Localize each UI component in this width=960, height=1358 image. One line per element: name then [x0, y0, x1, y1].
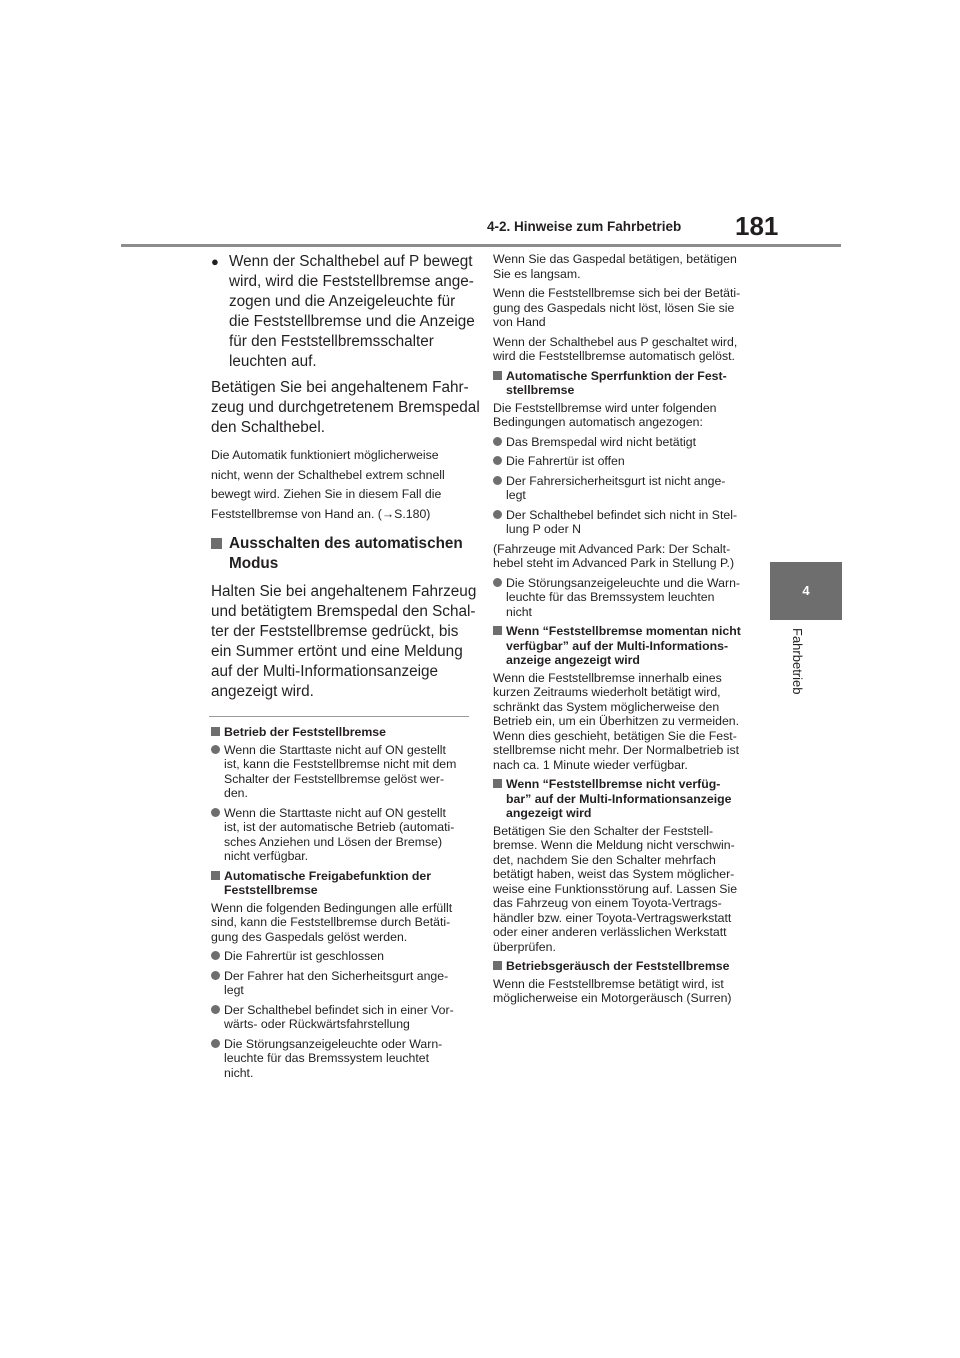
text-line: Wenn “Feststellbremse nicht verfüg-	[506, 777, 721, 791]
bullet-icon	[493, 476, 502, 485]
text-line: Wenn “Feststellbremse momentan nicht	[506, 624, 741, 638]
text-line: überprüfen.	[493, 939, 556, 954]
text-line: verfügbar” auf der Multi-Informations-	[506, 638, 729, 653]
paragraph	[493, 671, 755, 773]
text-line: nicht.	[224, 1065, 254, 1080]
divider	[209, 716, 469, 717]
text-line: legt	[506, 488, 526, 502]
text-line: Betrieb ein, um ein Überhitzen zu vermeiden.	[493, 714, 740, 728]
text-line: Modus	[229, 555, 279, 572]
text-line: angezeigt wird	[506, 806, 592, 820]
bullet-item	[211, 1003, 469, 1032]
bullet-icon	[211, 971, 220, 980]
text-line: den.	[224, 786, 248, 800]
text-line: Der Fahrersicherheitsgurt ist nicht ange-	[506, 473, 726, 488]
text-line: hebel steht im Advanced Park in Stellung P.)	[493, 556, 735, 570]
text-line: ein Summer ertönt und eine Meldung	[211, 643, 463, 660]
bullet-icon	[493, 510, 502, 519]
text-line: Wenn die folgenden Bedingungen alle erfüllt	[211, 900, 453, 915]
text-line: lung P oder N	[506, 522, 581, 536]
bullet-item	[211, 969, 469, 998]
text-line: Feststellbremse	[224, 883, 318, 897]
paragraph	[493, 335, 755, 364]
text-line: Automatische Sperrfunktion der Fest-	[506, 368, 727, 383]
text-line: zogen und die Anzeigeleuchte für	[229, 293, 456, 310]
header-rule	[121, 244, 841, 247]
text-line: angezeigt wird.	[211, 683, 314, 700]
bullet-item	[493, 435, 755, 450]
note-paragraph	[211, 446, 469, 524]
text-line: Wenn die Starttaste nicht auf ON gestellt	[224, 742, 446, 757]
paragraph	[211, 582, 477, 702]
text-line: Sie es langsam.	[493, 266, 581, 281]
section-title: 4-2. Hinweise zum Fahrbetrieb	[487, 219, 682, 234]
text-line: stellbremse	[506, 383, 575, 397]
bullet-icon	[493, 456, 502, 465]
bullet-item	[211, 1037, 469, 1081]
small-heading	[493, 959, 755, 974]
text-line: leuchten auf.	[229, 353, 317, 370]
bullet-icon	[211, 1005, 220, 1014]
bullet-item	[493, 576, 755, 620]
paragraph	[211, 901, 469, 945]
chapter-number: 4	[802, 583, 810, 598]
heading-square-icon	[211, 727, 220, 736]
text-line: Das Bremspedal wird nicht betätigt	[506, 434, 697, 449]
small-heading	[493, 777, 755, 821]
text-line: weise eine Funktionsstörung auf. Lassen Sie	[493, 881, 738, 896]
small-heading	[493, 624, 755, 668]
text-line: oder einer anderen verlässlichen Werkstatt	[493, 925, 727, 939]
text-line: ter der Feststellbremse gedrückt, bis	[211, 623, 459, 640]
bullet-icon	[493, 437, 502, 446]
text-line: Wenn die Feststellbremse sich bei der Betäti-	[493, 286, 741, 300]
text-line: Wenn dies geschieht, betätigen Sie die Fest-	[493, 728, 737, 743]
text-line: Schalter der Feststellbremse gelöst wer-	[224, 771, 445, 786]
heading-square-icon	[211, 538, 222, 549]
text-line: stellbremse nicht mehr. Der Normalbetrieb ist	[493, 743, 740, 757]
text-line: zeug und durchgetretenem Bremspedal	[211, 399, 480, 416]
text-line: nach ca. 1 Minute wieder verfügbar.	[493, 757, 688, 772]
bullet-icon	[211, 1039, 220, 1048]
text-line: Wenn die Feststellbremse innerhalb eines	[493, 670, 722, 685]
heading-square-icon	[211, 871, 220, 880]
paragraph	[493, 542, 755, 571]
text-line: Die Fahrertür ist offen	[506, 454, 625, 468]
text-line: sind, kann die Feststellbremse durch Betäti-	[211, 915, 451, 929]
text-line: wird die Feststellbremse automatisch gelöst.	[493, 349, 735, 363]
text-line: gung des Gaspedals gelöst werden.	[211, 929, 408, 944]
text-line: möglicherweise ein Motorgeräusch (Surren)	[493, 991, 732, 1005]
text-line: nicht, wenn der Schalthebel extrem schnell	[211, 467, 445, 482]
bullet-item	[211, 949, 469, 964]
text-line: wird, wird die Feststellbremse ange-	[229, 273, 474, 290]
bullet-item	[493, 454, 755, 469]
paragraph	[493, 401, 755, 430]
text-line: für den Feststellbremsschalter	[229, 333, 434, 350]
text-line: betätigt haben, weist das System möglicher-	[493, 867, 735, 881]
paragraph	[493, 286, 755, 330]
text-line: Automatische Freigabefunktion der	[224, 868, 432, 883]
text-line: Wenn der Schalthebel aus P geschaltet wird,	[493, 334, 738, 349]
text-line: wärts- oder Rückwärtsfahrstellung	[224, 1017, 410, 1031]
text-line: anzeige angezeigt wird	[506, 653, 640, 667]
text-line: ist, ist der automatische Betrieb (automati-	[224, 820, 455, 834]
heading-square-icon	[493, 961, 502, 970]
text-line: Der Schalthebel befindet sich nicht in Stel-	[506, 507, 738, 522]
text-line: leuchte für das Bremssystem leuchten	[506, 590, 715, 604]
text-line: Bedingungen automatisch angezogen:	[493, 415, 703, 429]
text-line: Der Schalthebel befindet sich in einer Vor-	[224, 1002, 454, 1017]
heading-square-icon	[493, 626, 502, 635]
text-line: die Feststellbremse und die Anzeige	[229, 313, 475, 330]
text-line: Halten Sie bei angehaltenem Fahrzeug	[211, 583, 477, 600]
text-line: nicht verfügbar.	[224, 849, 309, 863]
text-line: Die Automatik funktioniert möglicherweise	[211, 448, 439, 462]
text-line: sches Anziehen und Lösen der Bremse)	[224, 834, 443, 849]
text-line: Die Feststellbremse wird unter folgenden	[493, 400, 717, 415]
paragraph	[211, 378, 480, 438]
text-line: auf der Multi-Informationsanzeige	[211, 663, 439, 680]
bullet-icon	[493, 578, 502, 587]
text-line: Betätigen Sie den Schalter der Feststell-	[493, 823, 714, 838]
text-line: Die Fahrertür ist geschlossen	[224, 949, 384, 963]
text-line: Wenn Sie das Gaspedal betätigen, betätigen	[493, 252, 737, 266]
text-line: Wenn der Schalthebel auf P bewegt	[229, 253, 473, 270]
paragraph	[493, 977, 755, 1006]
paragraph	[493, 252, 755, 281]
text-line: Ausschalten des automatischen	[229, 535, 463, 552]
text-line: Betätigen Sie bei angehaltenem Fahr-	[211, 379, 469, 396]
page-number: 181	[735, 211, 779, 241]
text-line: Betrieb der Feststellbremse	[224, 725, 386, 739]
small-heading	[211, 725, 469, 740]
text-line: den Schalthebel.	[211, 419, 325, 436]
text-line: Wenn die Feststellbremse betätigt wird, ist	[493, 976, 724, 991]
text-line: legt	[224, 983, 244, 997]
text-line: Die Störungsanzeigeleuchte oder Warn-	[224, 1036, 443, 1051]
text-line: bremse. Wenn die Meldung nicht verschwin-	[493, 838, 735, 852]
text-line: kurzen Zeitraums wiederholt betätigt wird,	[493, 685, 721, 699]
text-line: nicht	[506, 604, 532, 619]
text-line: und betätigtem Bremspedal den Schal-	[211, 603, 476, 620]
bullet-icon	[211, 745, 220, 754]
text-line: ist, kann die Feststellbremse nicht mit dem	[224, 757, 457, 771]
section-heading	[211, 534, 469, 574]
heading-square-icon	[493, 371, 502, 380]
text-line: bar” auf der Multi-Informationsanzeige	[506, 791, 732, 806]
text-line: bewegt wird. Ziehen Sie in diesem Fall die	[211, 487, 442, 501]
text-line: det, nachdem Sie den Schalter mehrfach	[493, 852, 716, 867]
heading-square-icon	[493, 779, 502, 788]
paragraph	[493, 824, 755, 955]
text-line: schränkt das System möglicherweise den	[493, 699, 720, 714]
bullet-item	[493, 474, 755, 503]
text-line: (Fahrzeuge mit Advanced Park: Der Schalt-	[493, 541, 731, 556]
bullet-item	[211, 806, 469, 864]
right-column	[493, 252, 755, 1011]
text-line: von Hand	[493, 315, 546, 329]
small-heading	[211, 869, 469, 898]
bullet-item	[493, 508, 755, 537]
text-line: Betriebsgeräusch der Feststellbremse	[506, 959, 730, 973]
small-heading	[493, 369, 755, 398]
chapter-label: Fahrbetrieb	[790, 628, 805, 695]
bullet-icon: ●	[211, 254, 219, 269]
text-line: leuchte für das Bremssystem leuchtet	[224, 1051, 430, 1065]
left-column	[211, 252, 480, 1085]
bullet-item	[211, 743, 469, 801]
bullet-icon	[211, 808, 220, 817]
bullet-item	[211, 252, 475, 372]
text-line: das Fahrzeug von einem Toyota-Vertrags-	[493, 896, 722, 910]
text-line: Der Fahrer hat den Sicherheitsgurt ange-	[224, 968, 449, 983]
text-line: händler bzw. einer Toyota-Vertragswerkstatt	[493, 910, 732, 925]
bullet-icon	[211, 951, 220, 960]
text-line: Die Störungsanzeigeleuchte und die Warn-	[506, 575, 741, 590]
text-line: Wenn die Starttaste nicht auf ON gestellt	[224, 805, 446, 820]
page-reference[interactable]: Feststellbremse von Hand an. (→S.180)	[211, 506, 431, 521]
text-line: gung des Gaspedals nicht löst, lösen Sie sie	[493, 300, 735, 315]
